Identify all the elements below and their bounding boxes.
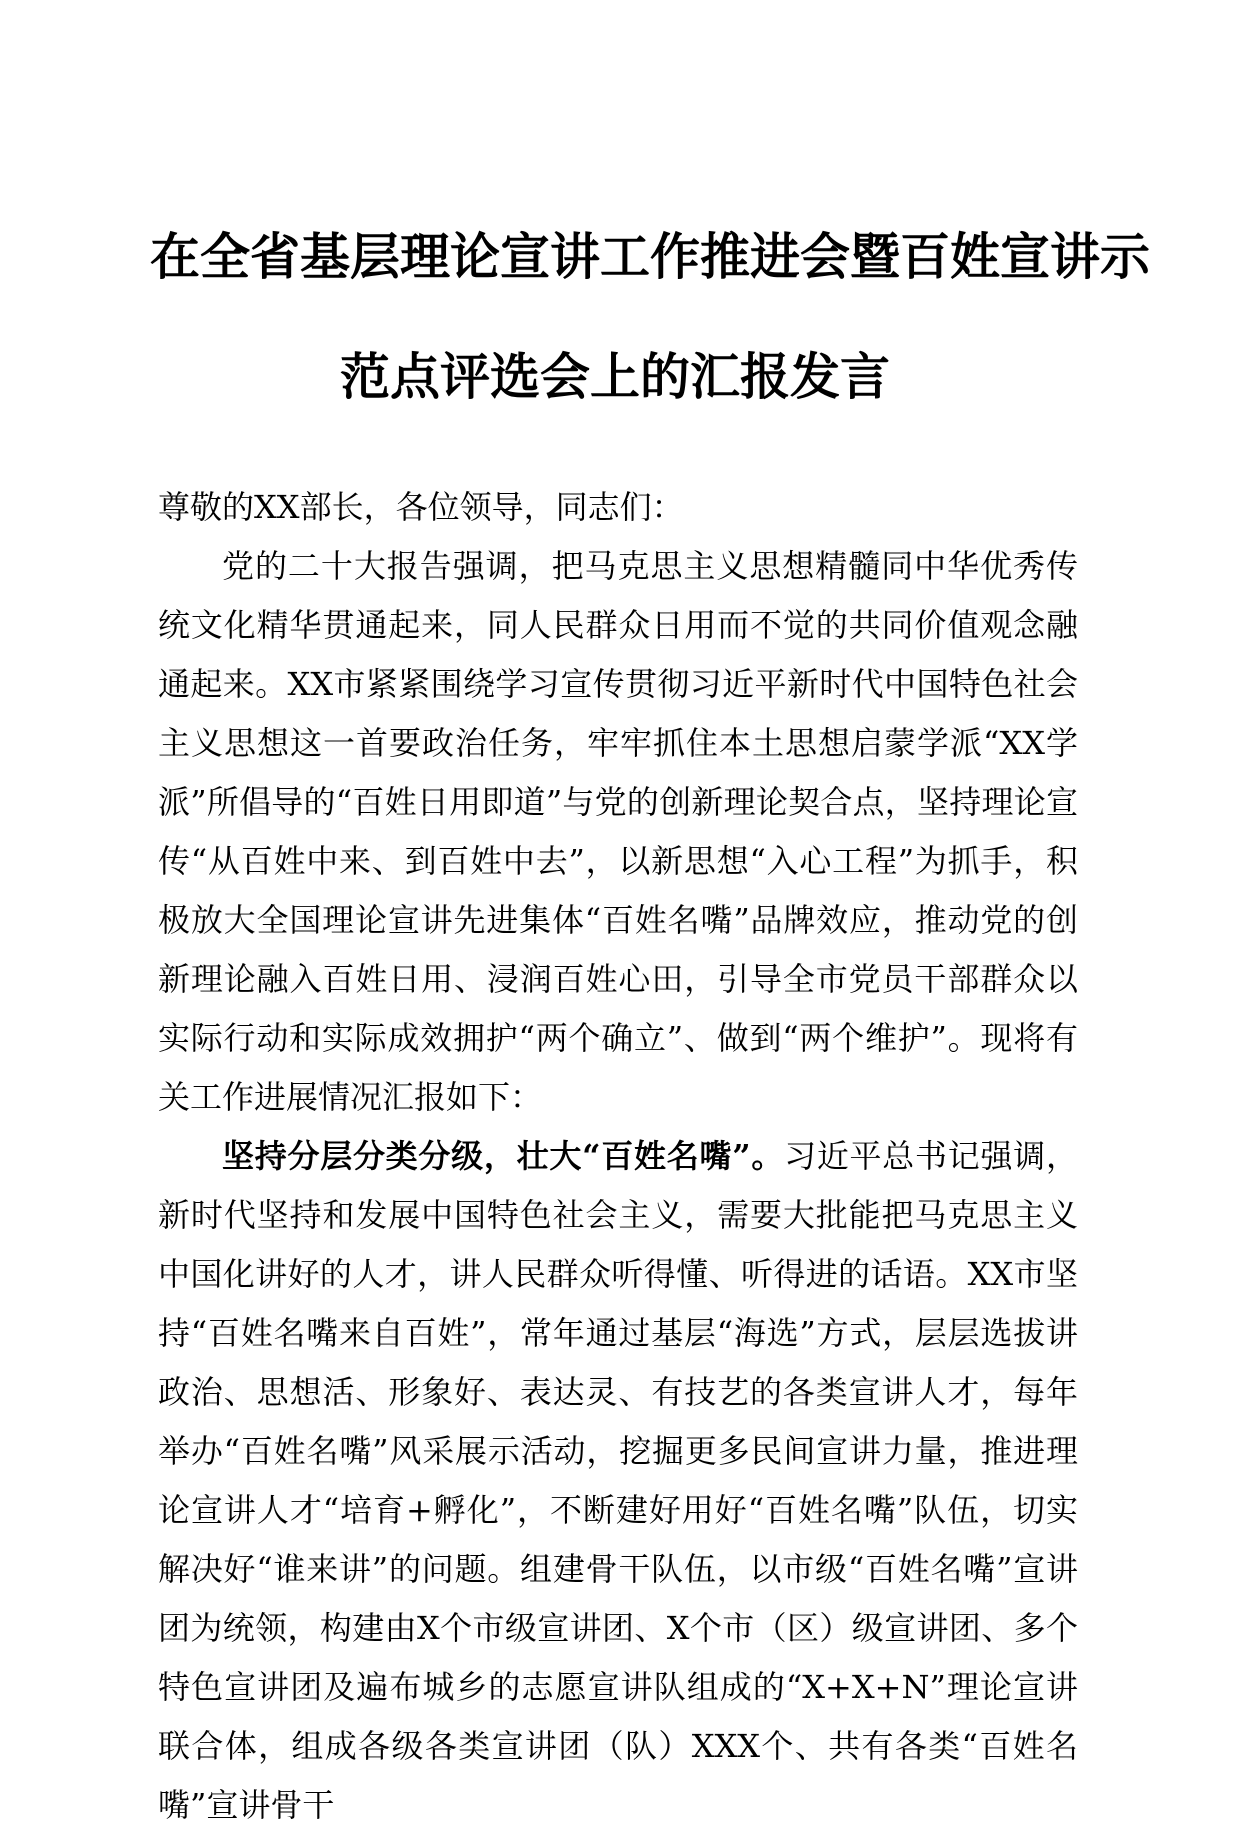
salutation: 尊敬的XX部长，各位领导，同志们： — [158, 488, 684, 526]
paragraph-section-1 — [158, 1127, 1078, 1835]
document-title-line-1: 在全省基层理论宣讲工作推进会暨百姓宣讲示 — [150, 227, 1150, 286]
section-heading: 坚持分层分类分级，壮大“百姓名嘴”。 — [222, 1137, 785, 1175]
document-title-line-2: 范点评选会上的汇报发言 — [340, 347, 890, 406]
paragraph-text: 习近平总书记强调，新时代坚持和发展中国特色社会主义，需要大批能把马克思主义中国化讲好的人才，讲人民群众听得懂、听得进的话语。XX市坚持“百姓名嘴来自百姓”，常年通过基层“海选”方式，层层选拔讲政治、思想活、形象好、表达灵、有技艺的各类宣讲人才，每年举办“百姓名嘴”风采展示活动，挖掘更多民间宣讲力量，推进理论宣讲人才“培育+孵化”，不断建好用好“百姓名嘴”队伍，切实解决好“谁来讲”的问题。组建骨干队伍，以市级“百姓名嘴”宣讲团为统领，构建由X个市级宣讲团、X个市（区）级宣讲团、多个特色宣讲团及遍布城乡的志愿宣讲队组成的“X+X+N”理论宣讲联合体，组成各级各类宣讲团（队）XXX个、共有各类“百姓名嘴”宣讲骨干 — [158, 1137, 1078, 1824]
paragraph-text: 党的二十大报告强调，把马克思主义思想精髓同中华优秀传统文化精华贯通起来，同人民群众日用而不觉的共同价值观念融通起来。XX市紧紧围绕学习宣传贯彻习近平新时代中国特色社会主义思想这一首要政治任务，牢牢抓住本土思想启蒙学派“XX学派”所倡导的“百姓日用即道”与党的创新理论契合点，坚持理论宣传“从百姓中来、到百姓中去”，以新思想“入心工程”为抓手，积极放大全国理论宣讲先进集体“百姓名嘴”品牌效应，推动党的创新理论融入百姓日用、浸润百姓心田，引导全市党员干部群众以实际行动和实际成效拥护“两个确立”、做到“两个维护”。现将有关工作进展情况汇报如下： — [158, 547, 1078, 1116]
paragraph-intro — [158, 537, 1078, 1127]
document-body — [158, 478, 1078, 1835]
